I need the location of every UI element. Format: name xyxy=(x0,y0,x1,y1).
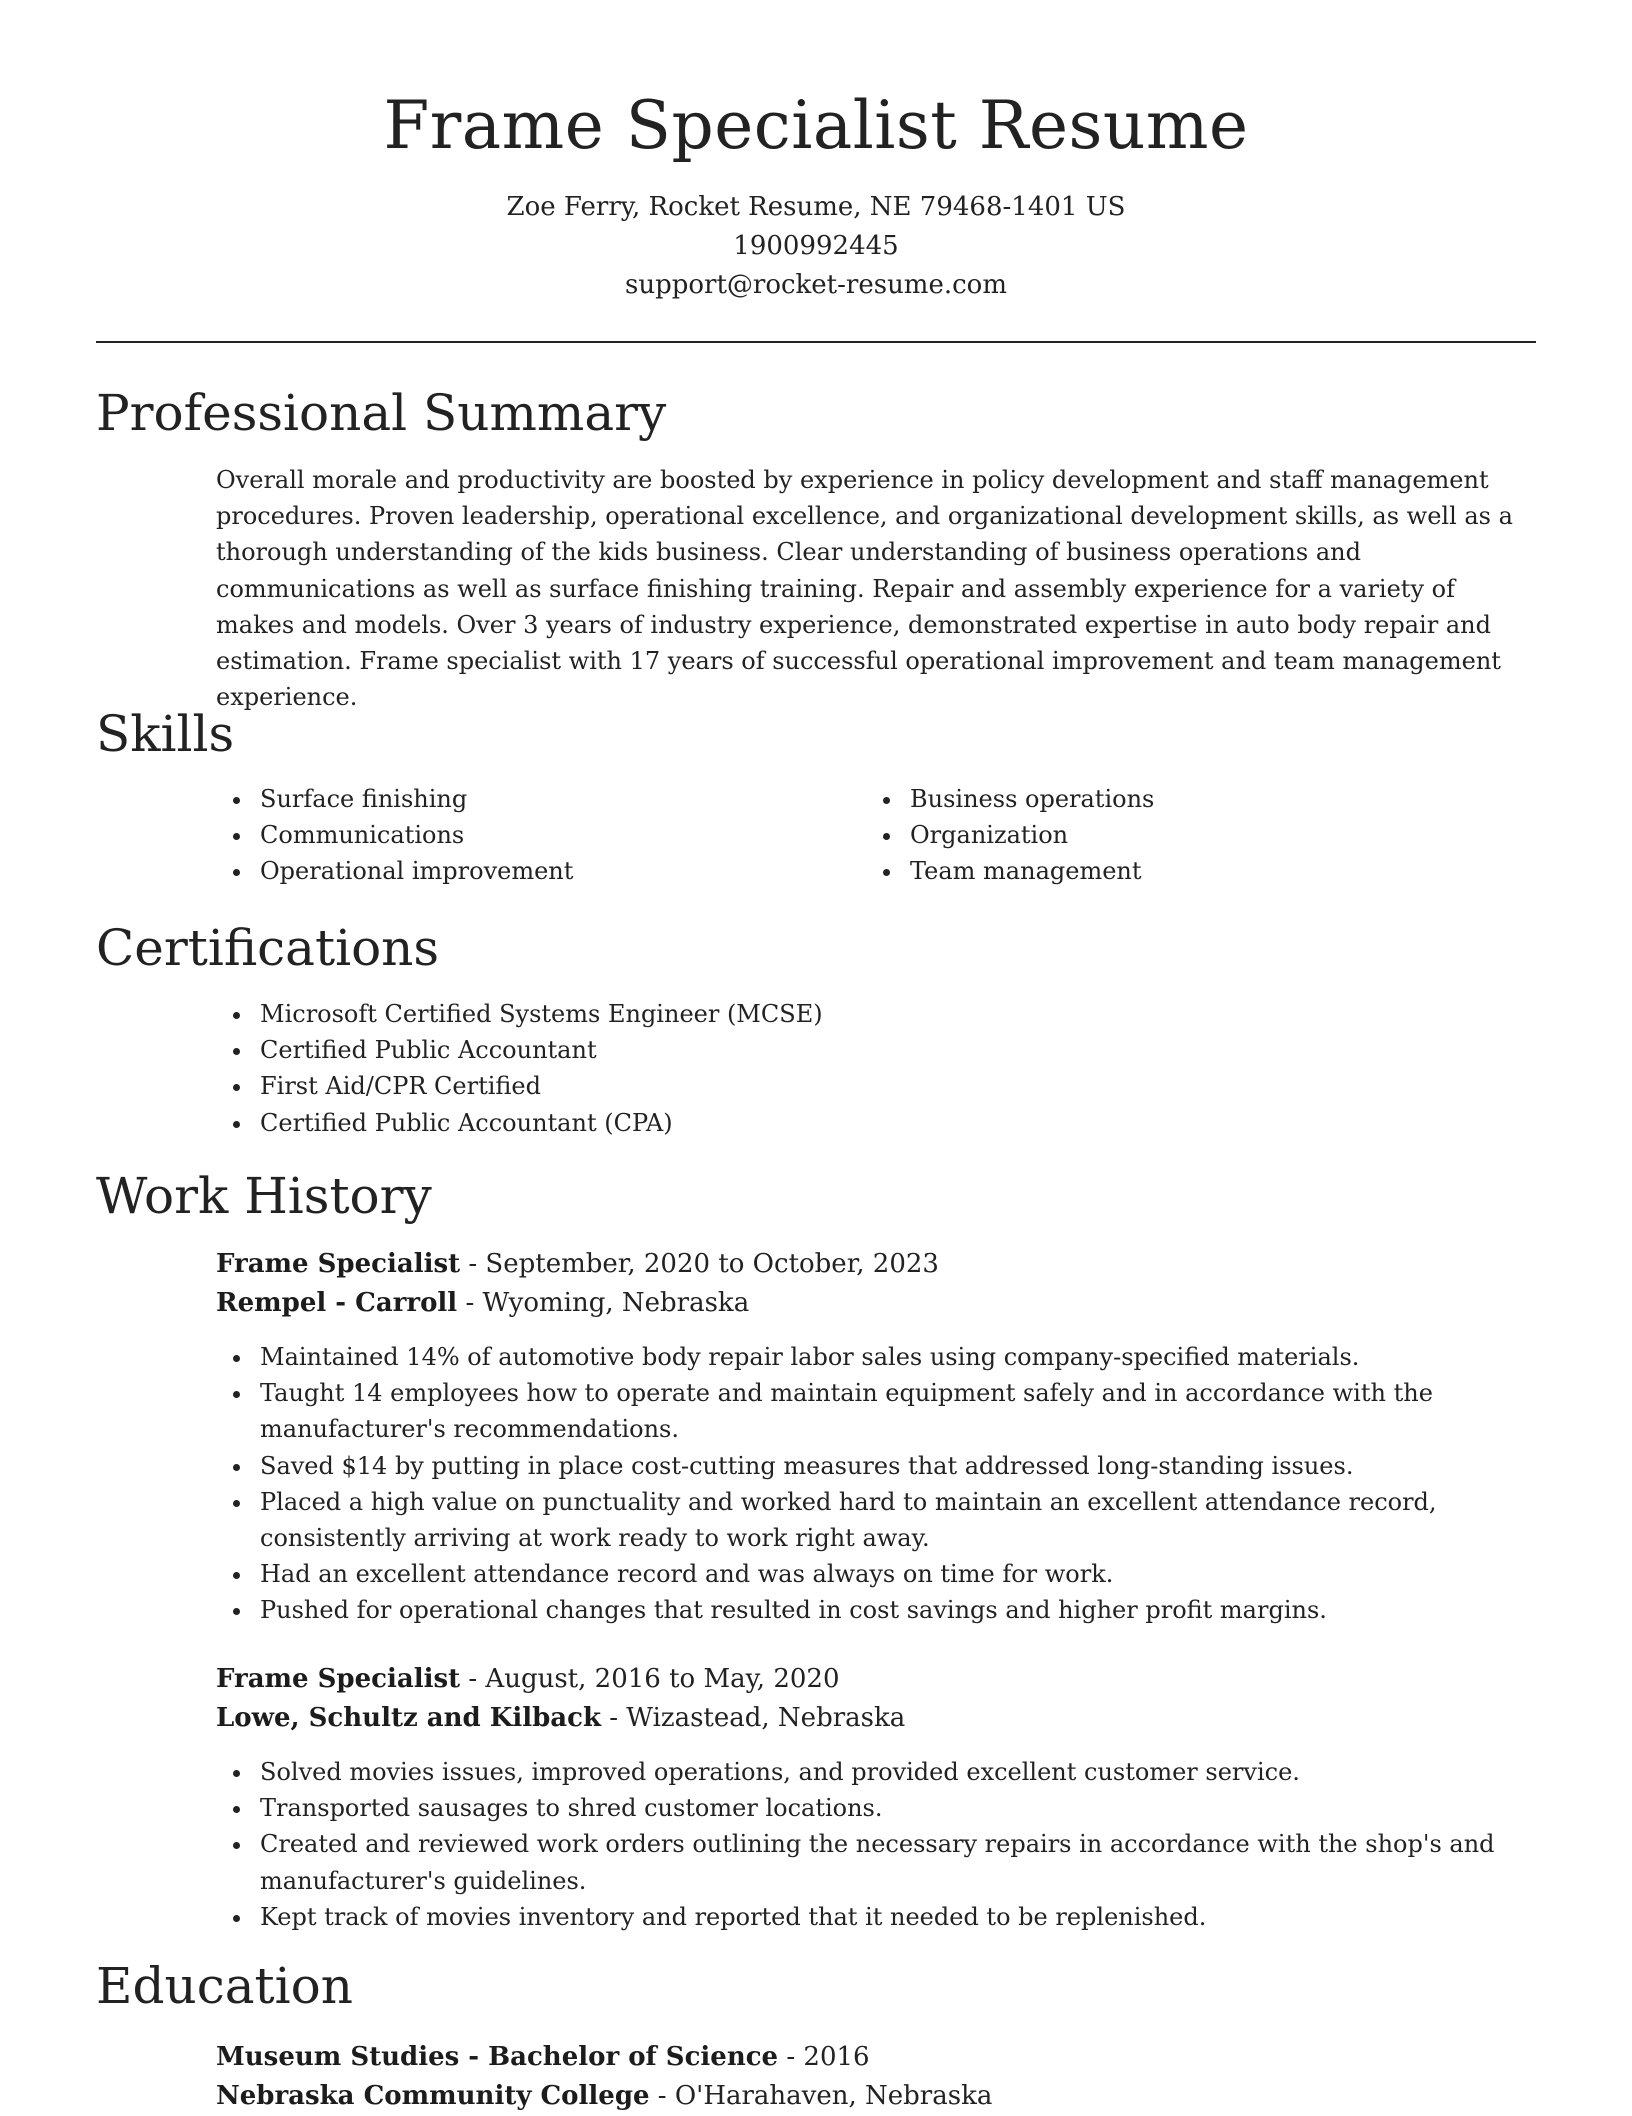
skill-item: Organization xyxy=(866,817,1486,853)
contact-phone: 1900992445 xyxy=(733,231,899,261)
summary-text: Overall morale and productivity are boosted by experience in policy development and staff management procedures. Proven leadership, operational excellence, and organizational development skills, as well as a thorough understanding of the kids business. Clear understanding of business operations and communications as well as surface finishing training. Repair and assembly experience for a variety of makes and models. Over 3 years of industry experience, demonstrated expertise in auto body repair and estimation. Frame specialist with 17 years of successful operational improvement and team management experience. xyxy=(216,466,1513,712)
skills-list-left xyxy=(216,781,836,890)
skills-heading: Skills xyxy=(96,705,235,763)
job-title-line xyxy=(216,1245,1516,1284)
skills-list-right xyxy=(866,781,1486,890)
job-role: Frame Specialist xyxy=(216,1664,461,1694)
job-bullets xyxy=(216,1339,1516,1629)
certifications-heading: Certifications xyxy=(96,919,440,977)
job-location: - Wyoming, Nebraska xyxy=(457,1288,750,1318)
job-bullet: Transported sausages to shred customer locations. xyxy=(216,1790,1516,1826)
skill-item: Communications xyxy=(216,817,836,853)
job-company-line xyxy=(216,1284,1516,1323)
job-bullet: Maintained 14% of automotive body repair labor sales using company-specified materials. xyxy=(216,1339,1516,1375)
contact-address: Zoe Ferry, Rocket Resume, NE 79468-1401 US xyxy=(506,192,1126,222)
job-location: - Wizastead, Nebraska xyxy=(600,1703,906,1733)
work-history-heading: Work History xyxy=(96,1167,432,1225)
job-bullets xyxy=(216,1754,1516,1935)
job-bullet: Taught 14 employees how to operate and maintain equipment safely and in accordance with the manufacturer's recommendations. xyxy=(216,1375,1516,1447)
education-school: Nebraska Community College xyxy=(216,2081,650,2111)
contact-email: support@rocket-resume.com xyxy=(624,270,1007,300)
education-heading: Education xyxy=(96,1957,353,2015)
job-bullet: Created and reviewed work orders outlining the necessary repairs in accordance with the shop's and manufacturer's guidelines. xyxy=(216,1826,1516,1898)
job-bullet: Had an excellent attendance record and was always on time for work. xyxy=(216,1556,1516,1592)
skill-item: Team management xyxy=(866,853,1486,889)
job-company: Lowe, Schultz and Kilback xyxy=(216,1703,601,1733)
education-degree: Museum Studies - Bachelor of Science xyxy=(216,2042,779,2072)
header-divider xyxy=(96,341,1536,343)
summary-heading: Professional Summary xyxy=(96,384,667,442)
education-location: - O'Harahaven, Nebraska xyxy=(649,2081,993,2111)
job-bullet: Saved $14 by putting in place cost-cutting measures that addressed long-standing issues. xyxy=(216,1448,1516,1484)
certifications-list xyxy=(216,996,1516,1141)
education-year: - 2016 xyxy=(778,2042,870,2072)
contact-block xyxy=(0,188,1632,305)
job-dates: - September, 2020 to October, 2023 xyxy=(460,1249,939,1279)
education-degree-line xyxy=(216,2038,1516,2077)
job-company: Rempel - Carroll xyxy=(216,1288,458,1318)
skill-item: Operational improvement xyxy=(216,853,836,889)
education-school-line xyxy=(216,2077,1516,2116)
certification-item: Certified Public Accountant xyxy=(216,1032,1516,1068)
skill-item: Business operations xyxy=(866,781,1486,817)
resume-title: Frame Specialist Resume xyxy=(383,87,1249,164)
job-bullet: Pushed for operational changes that resulted in cost savings and higher profit margins. xyxy=(216,1592,1516,1628)
certification-item: First Aid/CPR Certified xyxy=(216,1068,1516,1104)
job-company-line xyxy=(216,1699,1516,1738)
certification-item: Microsoft Certified Systems Engineer (MCSE) xyxy=(216,996,1516,1032)
job-dates: - August, 2016 to May, 2020 xyxy=(460,1664,840,1694)
job-bullet: Kept track of movies inventory and reported that it needed to be replenished. xyxy=(216,1899,1516,1935)
job-title-line xyxy=(216,1660,1516,1699)
skill-item: Surface finishing xyxy=(216,781,836,817)
job-bullet: Placed a high value on punctuality and worked hard to maintain an excellent attendance record, consistently arriving at work ready to work right away. xyxy=(216,1484,1516,1556)
certification-item: Certified Public Accountant (CPA) xyxy=(216,1105,1516,1141)
resume-header xyxy=(0,84,1632,305)
job-role: Frame Specialist xyxy=(216,1249,461,1279)
job-bullet: Solved movies issues, improved operations, and provided excellent customer service. xyxy=(216,1754,1516,1790)
